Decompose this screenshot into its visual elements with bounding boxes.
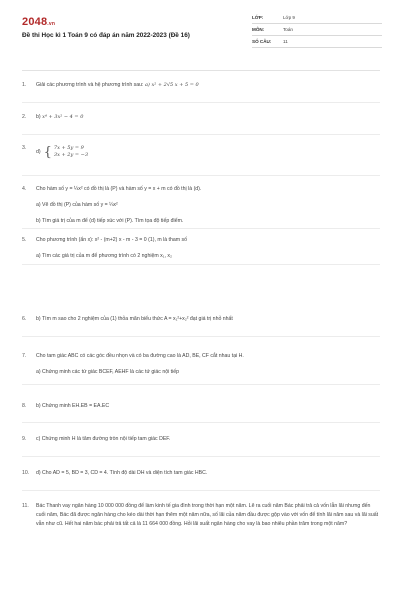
question-number: 2. xyxy=(22,114,27,120)
meta-value: 11 xyxy=(283,39,288,44)
question-math: x⁴ + 3x² − 4 = 0 xyxy=(42,114,84,120)
question-part-a: a) Chứng minh các tứ giác BCEF, AEHF là các tứ giác nội tiếp xyxy=(36,369,180,376)
question-text: b) Chứng minh EH.EB = EA.EC xyxy=(36,403,110,409)
question-number: 10. xyxy=(22,470,30,476)
meta-value: Lớp 9 xyxy=(283,15,295,20)
site-logo[interactable] xyxy=(22,16,55,28)
question-part-a: a) Tìm các giá trị của m để phương trình có 2 nghiệm x₁, x₂ xyxy=(36,253,172,260)
question-number: 8. xyxy=(22,403,27,409)
equation-2: 3x + 2y = −3 xyxy=(53,152,89,159)
logo-brand: 2048 xyxy=(22,16,48,28)
meta-row-grade xyxy=(252,12,382,24)
question-divider xyxy=(22,102,380,103)
question-text: c) Chứng minh H là tâm đường tròn nội tiếp tam giác DEF. xyxy=(36,436,171,442)
question-number: 7. xyxy=(22,353,27,359)
question-number: 9. xyxy=(22,436,27,442)
question-number: 3. xyxy=(22,145,27,151)
question-text: Bác Thanh vay ngân hàng 10 000 000 đồng để làm kinh tế gia đình trong thời hạn một năm. Lẽ ra cuối năm Bác phải trả cả vốn lẫn lãi nhưng đến cuối năm, Bác đã được ngân hàng cho kéo dài thời hạn thêm một năm nữa, số lãi của năm đầu được gộp vào với vốn để tính lãi năm sau và lãi suất vẫn như cũ. Hết hai năm bác phải trả tất cả là 11 664 000 đồng. Hỏi lãi suất ngân hàng cho vay là bao nhiêu phần trăm trong một năm? xyxy=(36,503,379,527)
question-number: 5. xyxy=(22,237,27,243)
question-divider xyxy=(22,336,380,337)
brace-icon: { xyxy=(43,144,52,160)
meta-key: MÔN: xyxy=(252,27,265,32)
logo-suffix: .vn xyxy=(47,21,56,27)
question-number: 6. xyxy=(22,316,27,322)
question-number: 1. xyxy=(22,82,27,88)
meta-key: SỐ CÂU: xyxy=(252,39,272,44)
meta-row-subject xyxy=(252,24,382,36)
question-number: 11. xyxy=(22,503,29,509)
system-label: d) xyxy=(36,148,41,155)
question-text: Giải các phương trình và hệ phương trình sau: xyxy=(36,82,144,88)
question-divider xyxy=(22,490,380,491)
question-divider xyxy=(22,264,380,265)
question-text: Cho tam giác ABC có các góc đều nhọn và có ba đường cao là AD, BE, CF cắt nhau tại H. xyxy=(36,353,244,359)
meta-row-question-count xyxy=(252,36,382,48)
meta-value: Toán xyxy=(283,27,293,32)
equation-system xyxy=(36,145,88,160)
question-text: Cho hàm số y = ¼x² có đồ thị là (P) và hàm số y = x + m có đồ thị là (d). xyxy=(36,186,202,192)
question-text: Cho phương trình (ẩn x): x² - (m+2) x - m - 3 = 0 (1), m là tham số xyxy=(36,237,188,243)
question-divider xyxy=(22,175,380,176)
document-title: Đề thi Học kì 1 Toán 9 có đáp án năm 2022-2023 (Đề 16) xyxy=(22,32,190,39)
question-text: b) xyxy=(36,114,41,120)
question-divider xyxy=(22,228,380,229)
question-part-a: a) Vẽ đồ thị (P) của hàm số y = ¼x² xyxy=(36,202,118,209)
question-text: d) Cho AD = 5, BD = 3, CD = 4. Tính độ dài DH và diện tích tam giác HBC. xyxy=(36,470,208,476)
question-divider xyxy=(22,384,380,385)
question-divider xyxy=(22,422,380,423)
question-part-b: b) Tìm giá trị của m để (d) tiếp xúc với (P). Tìm tọa độ tiếp điểm. xyxy=(36,218,184,225)
question-text: b) Tìm m sao cho 2 nghiệm của (1) thỏa mãn biểu thức A = x₁²+x₂² đạt giá trị nhỏ nhất xyxy=(36,316,233,322)
meta-key: LỚP: xyxy=(252,15,264,20)
equation-1: 7x + 5y = 9 xyxy=(53,145,84,151)
question-math: a) x² + 2√5 x + 5 = 0 xyxy=(144,82,199,88)
question-divider xyxy=(22,134,380,135)
header-divider xyxy=(22,70,380,71)
document-meta xyxy=(252,12,382,48)
question-divider xyxy=(22,456,380,457)
question-number: 4. xyxy=(22,186,27,192)
